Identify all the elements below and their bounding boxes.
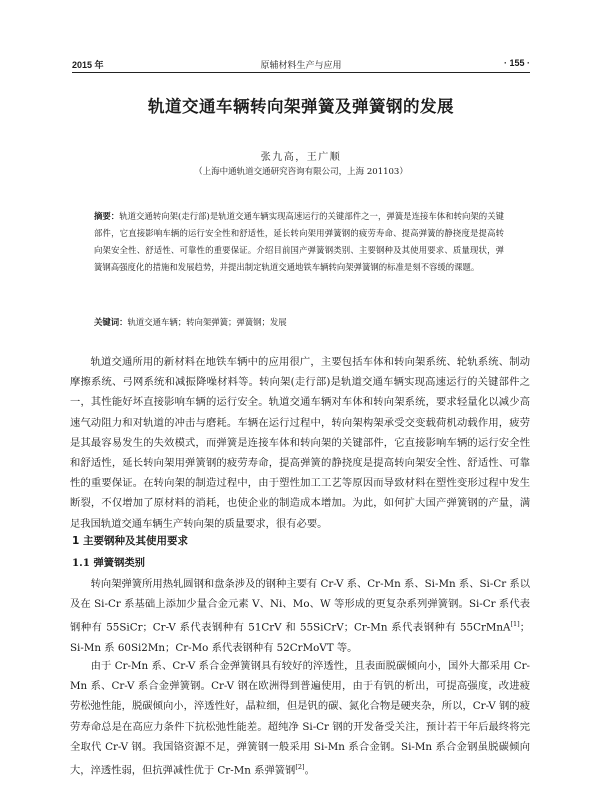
section-paragraph-1 [70, 574, 530, 658]
header-journal: 原辅材料生产与应用 [260, 60, 342, 70]
citation-ref: [2] [295, 763, 305, 772]
keywords-text: 轨道交通车辆；转向架弹簧；弹簧钢；发展 [127, 317, 287, 327]
section-heading: 1 主要钢种及其使用要求 [72, 535, 188, 547]
para1-text-a: 转向架弹簧所用热轧圆钢和盘条涉及的钢种主要有 Cr-V 系、Cr-Mn 系、Si-Mn 系、Si-Cr 系以及在 Si-Cr 系基础上添加少量合金元素 V、Ni、Mo、W 等形成的更复杂系列弹簧钢。Si-Cr 系代表钢种有 55SiCr；Cr-V 系代表钢种有 51CrV 和 55SiCrV；Cr-Mn 系代表钢种有 55CrMnA [70, 578, 530, 634]
para2-text-b: 。 [304, 764, 315, 777]
keywords [94, 316, 504, 328]
header-year: 2015 年 [72, 60, 104, 70]
abstract [94, 208, 504, 276]
article-title: 轨道交通车辆转向架弹簧及弹簧钢的发展 [148, 97, 454, 116]
para2-text-a: 由于 Cr-Mn 系、Cr-V 系合金弹簧钢具有较好的淬透性，且表面脱碳倾向小，国外大都采用 Cr-Mn 系、Cr-V 系合金弹簧钢。Cr-V 钢在欧洲得到普遍使用，由于有钒的析出，可提高强度，改进疲劳松弛性能，脱碳倾向小，淬透性好，晶粒细，但是钒的碳、氮化合物是硬夹杂，所以，Cr-V 钢的疲劳寿命总是在高应力条件下抗松弛性能差。超纯净 Si-Cr 钢的开发备受关注，预计若干年后最终将完全取代 Cr-V 钢。我国铬资源不足，弹簧钢一般采用 Si-Mn 系合金钢。Si-Mn 系合金钢虽脱碳倾向大，淬透性弱，但抗弹减性优于 Cr-Mn 系弹簧钢 [70, 660, 530, 777]
abstract-label: 摘要： [94, 211, 120, 221]
article-affiliation: （上海中通轨道交通研究咨询有限公司，上海 201103） [194, 167, 408, 177]
article-authors: 张九高，王广顺 [260, 152, 342, 163]
running-header [72, 58, 530, 73]
subsection-heading: 1.1 弹簧钢类别 [72, 557, 145, 569]
keywords-label: 关键词： [94, 317, 128, 327]
para1-text-b: ；Si-Mn 系 60Si2Mn；Cr-Mo 系代表钢种有 52CrMoVT 等。 [70, 621, 530, 655]
header-page-number: · 155 · [503, 58, 530, 68]
section-paragraph-2 [70, 656, 530, 781]
citation-ref: [1] [510, 620, 520, 629]
abstract-text: 轨道交通转向架(走行部)是轨道交通车辆实现高速运行的关键部件之一，弹簧是连接车体和转向架的关键部件，它直接影响车辆的运行安全性和舒适性，延长转向架用弹簧钢的疲劳寿命、提高弹簧的静挠度是提高转向架安全性、舒适性、可靠性的重要保证。介绍目前国产弹簧钢类别、主要钢种及其使用要求、质量现状，弹簧钢高强度化的措施和发展趋势，并提出制定轨道交通地铁车辆转向架弹簧钢的标准是刻不容缓的课题。 [94, 211, 504, 273]
intro-paragraph: 轨道交通所用的新材料在地铁车辆中的应用很广，主要包括车体和转向架系统、轮轨系统、制动摩擦系统、弓网系统和减振降噪材料等。转向架(走行部)是轨道交通车辆实现高速运行的关键部件之一，其性能好坏直接影响车辆的运行安全。轨道交通车辆对车体和转向架系统，要求轻量化以减少高速气动阻力和对轨道的冲击与磨耗。车辆在运行过程中，转向架构架承受交变载荷机动载作用，疲劳是其最容易发生的失效模式，而弹簧是连接车体和转向架的关键部件，它直接影响车辆的运行安全性和舒适性，延长转向架用弹簧钢的疲劳寿命，提高弹簧的静挠度是提高转向架安全性、舒适性、可靠性的重要保证。在转向架的制造过程中，由于塑性加工工艺等原因而导致材料在塑性变形过程中发生断裂，不仅增加了原材料的消耗，也使企业的制造成本增加。为此，如何扩大国产弹簧钢的产量，满足我国轨道交通车辆生产转向架的质量要求，很有必要。 [70, 356, 530, 530]
